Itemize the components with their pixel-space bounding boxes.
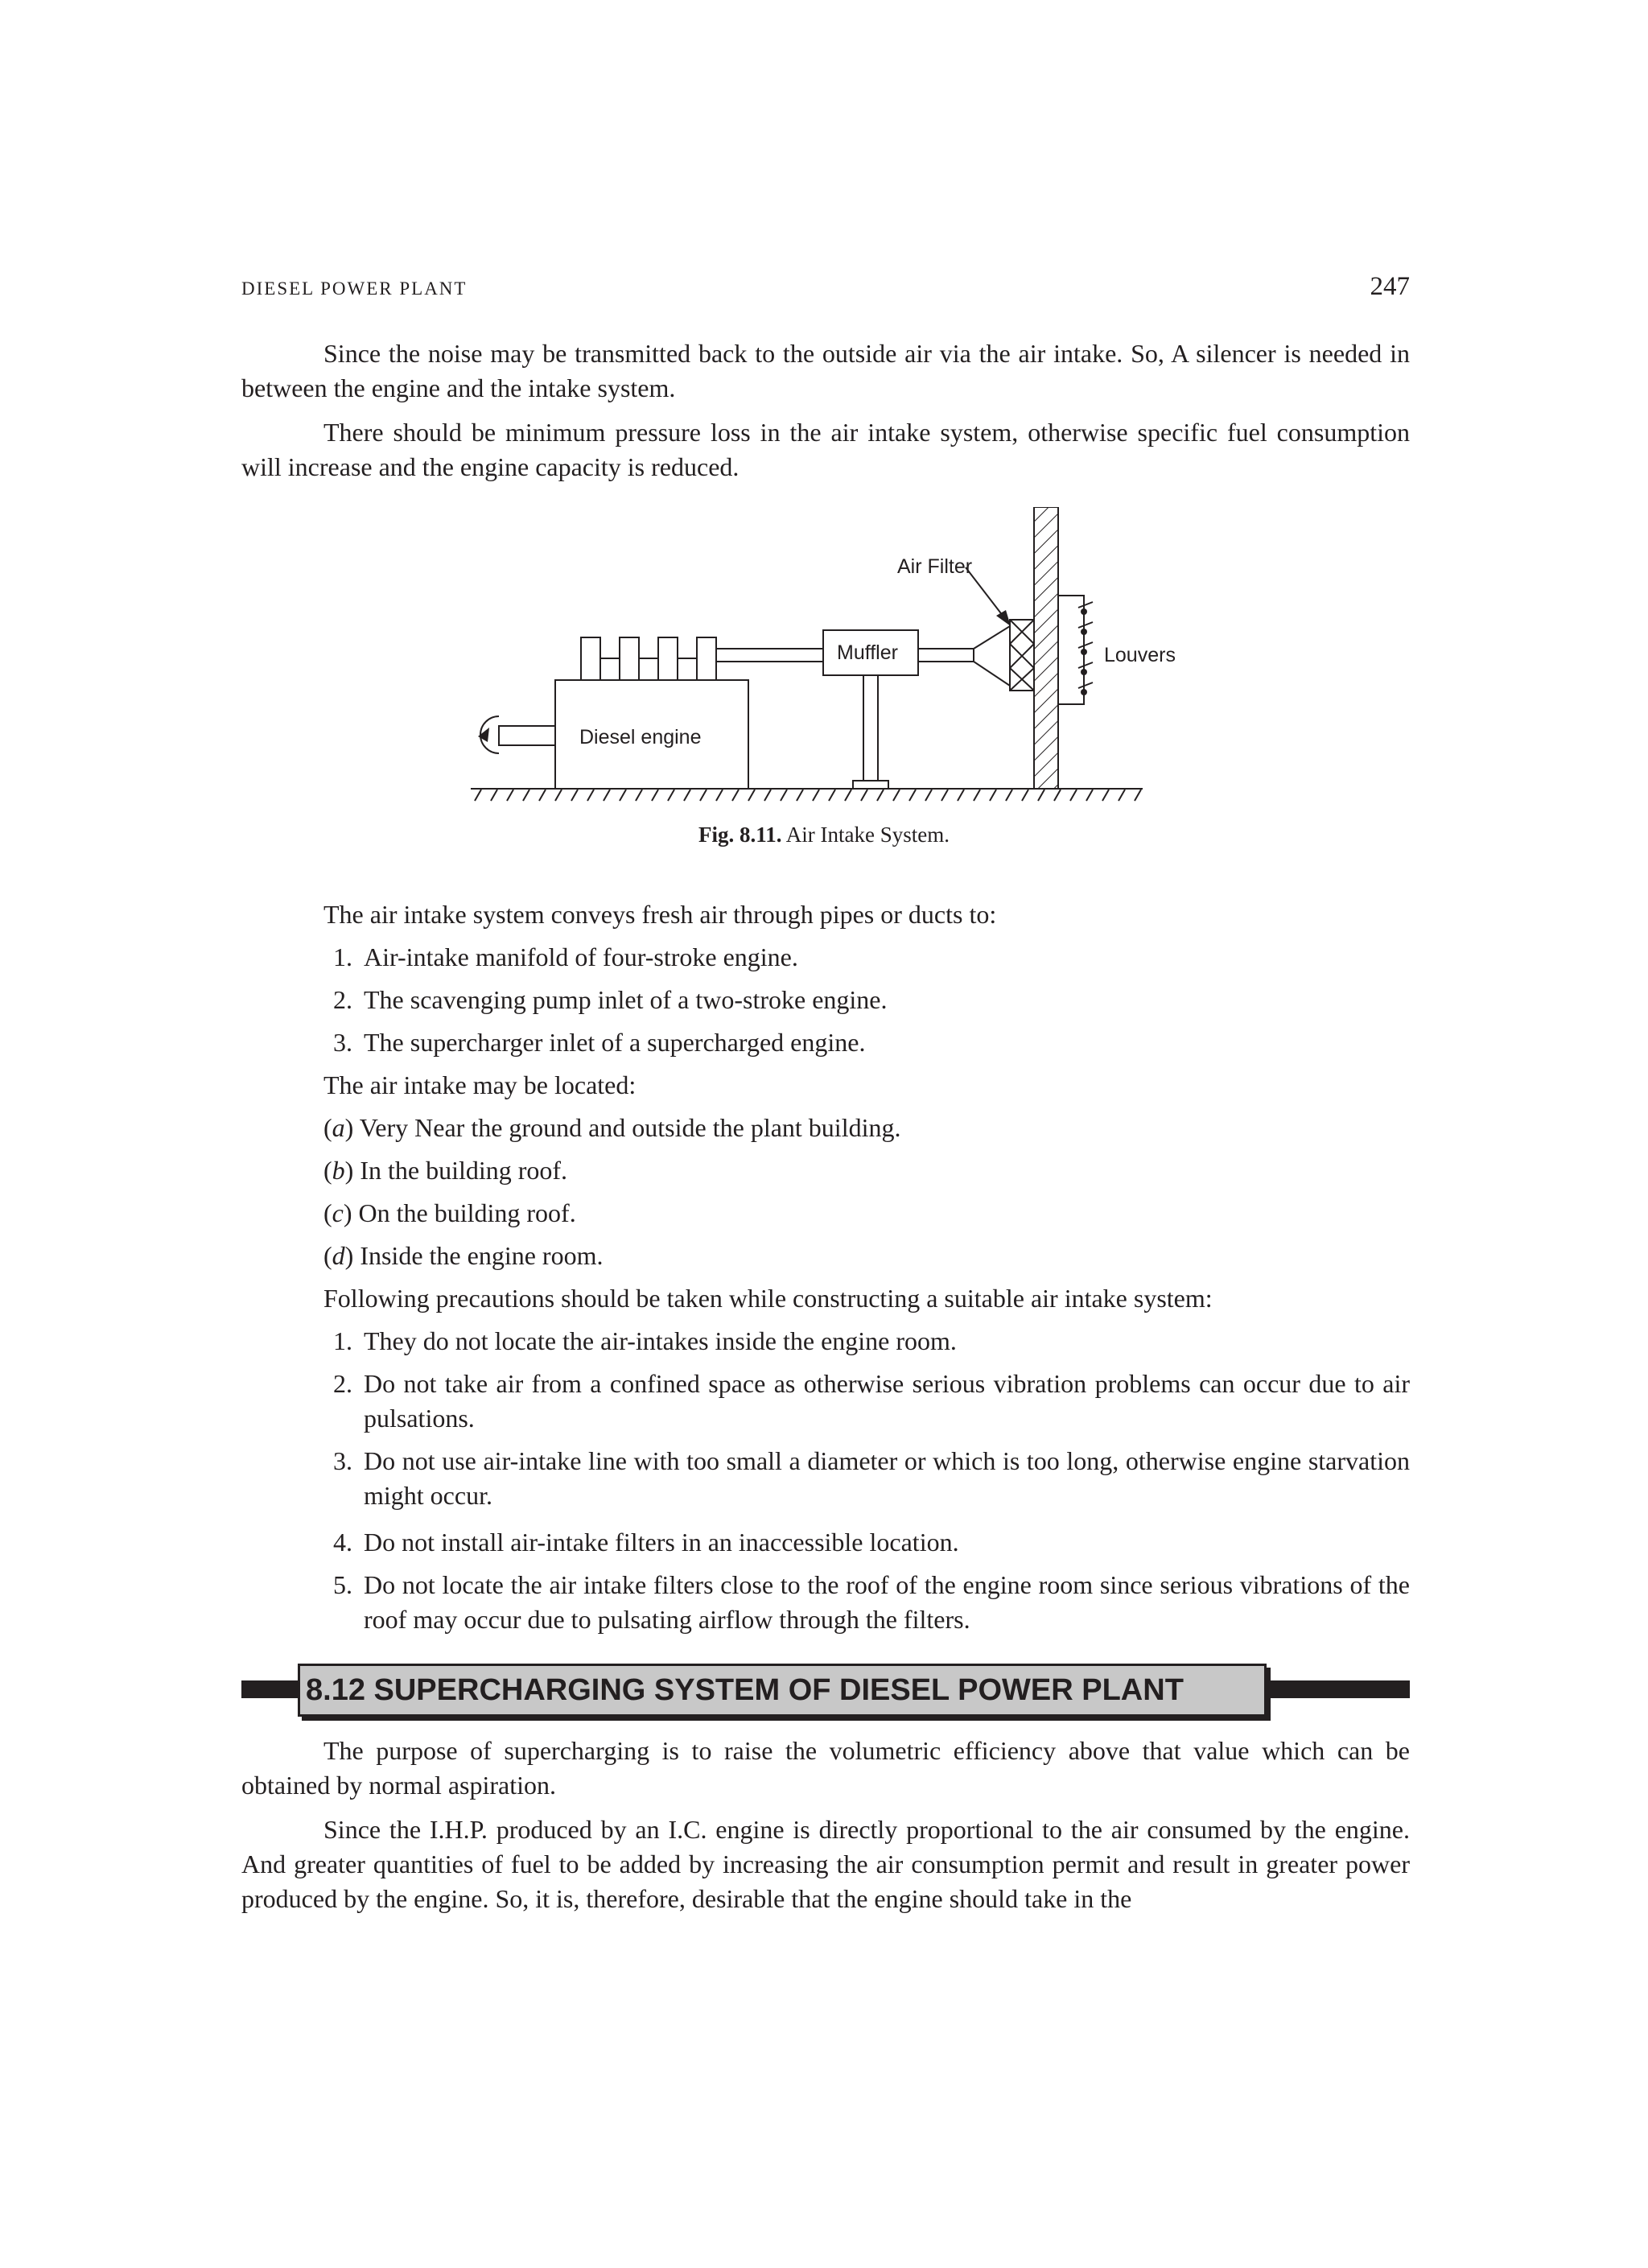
supercharging-paragraph-1: The purpose of supercharging is to raise the volumetric efficiency above that value which can be obtained by normal aspiration. (241, 1736, 1410, 1800)
supercharging-paragraph-2: Since the I.H.P. produced by an I.C. engine is directly proportional to the air consumed by the engine. And greater quantities of fuel to be added by increasing the air consumption permit and result in greater power produced by the engine. So, it is, therefore, desirable that the engine should take in the (241, 1815, 1410, 1913)
location-item-b: (b) In the building roof. (323, 1156, 568, 1185)
conveys-intro: The air intake system conveys fresh air through pipes or ducts to: (323, 900, 997, 929)
list-item: 1. Air-intake manifold of four-stroke engine. (333, 942, 798, 971)
building-wall (1034, 507, 1058, 789)
figure-caption (0, 823, 1648, 847)
intro-paragraph-1: Since the noise may be transmitted back to the outside air via the air intake. So, A silencer is needed in between the engine and the intake system. (241, 339, 1410, 402)
engine-shaft (499, 726, 555, 745)
supercharging-section (241, 1734, 1410, 1926)
precaution-list (241, 1320, 1410, 1637)
diesel-engine-label: Diesel engine (579, 726, 702, 748)
location-item-c: (c) On the building roof. (323, 1198, 576, 1227)
list-item: 3. Do not use air-intake line with too small a diameter or which is too long, otherwise engine starvation might occur. (333, 1446, 1410, 1510)
air-intake-diagram (459, 507, 1183, 805)
air-filter-cone (974, 626, 1010, 686)
ground-hatching (475, 790, 1141, 801)
body-section (241, 893, 1410, 1645)
list-item: 2. The scavenging pump inlet of a two-stroke engine. (333, 985, 888, 1014)
list-item: 1. They do not locate the air-intakes inside the engine room. (333, 1326, 957, 1355)
intro-section (241, 336, 1410, 494)
list-item: 2. Do not take air from a confined space as otherwise serious vibration problems can occur due to air pulsations. (333, 1369, 1410, 1433)
muffler-label: Muffler (837, 641, 898, 664)
louvers-frame (1058, 596, 1093, 704)
list-item: 5. Do not locate the air intake filters close to the roof of the engine room since serious vibrations of the roof may occur due to pulsating airflow through the filters. (333, 1570, 1410, 1634)
list-item: 4. Do not install air-intake filters in an inaccessible location. (333, 1528, 959, 1557)
location-item-a: (a) Very Near the ground and outside the plant building. (323, 1113, 901, 1142)
section-heading: 8.12 SUPERCHARGING SYSTEM OF DIESEL POWER PLANT (306, 1673, 1184, 1707)
page-number: 247 (1370, 272, 1410, 301)
air-intake-figure (459, 507, 1183, 805)
convey-list (241, 936, 1410, 1064)
air-filter-label: Air Filter (897, 555, 973, 578)
figure-number: Fig. 8.11. (698, 823, 782, 847)
list-item: 3. The supercharger inlet of a supercharged engine. (333, 1028, 866, 1057)
located-intro: The air intake may be located: (323, 1070, 637, 1099)
figure-title: Air Intake System. (785, 823, 950, 847)
intro-paragraph-2: There should be minimum pressure loss in the air intake system, otherwise specific fuel consumption will increase and the engine capacity is reduced. (241, 418, 1410, 481)
louvers-label: Louvers (1104, 644, 1176, 666)
precautions-intro: Following precautions should be taken while constructing a suitable air intake system: (323, 1284, 1213, 1313)
running-head: DIESEL POWER PLANT (241, 278, 468, 299)
engine-cylinders (581, 637, 716, 680)
location-item-d: (d) Inside the engine room. (323, 1241, 604, 1270)
